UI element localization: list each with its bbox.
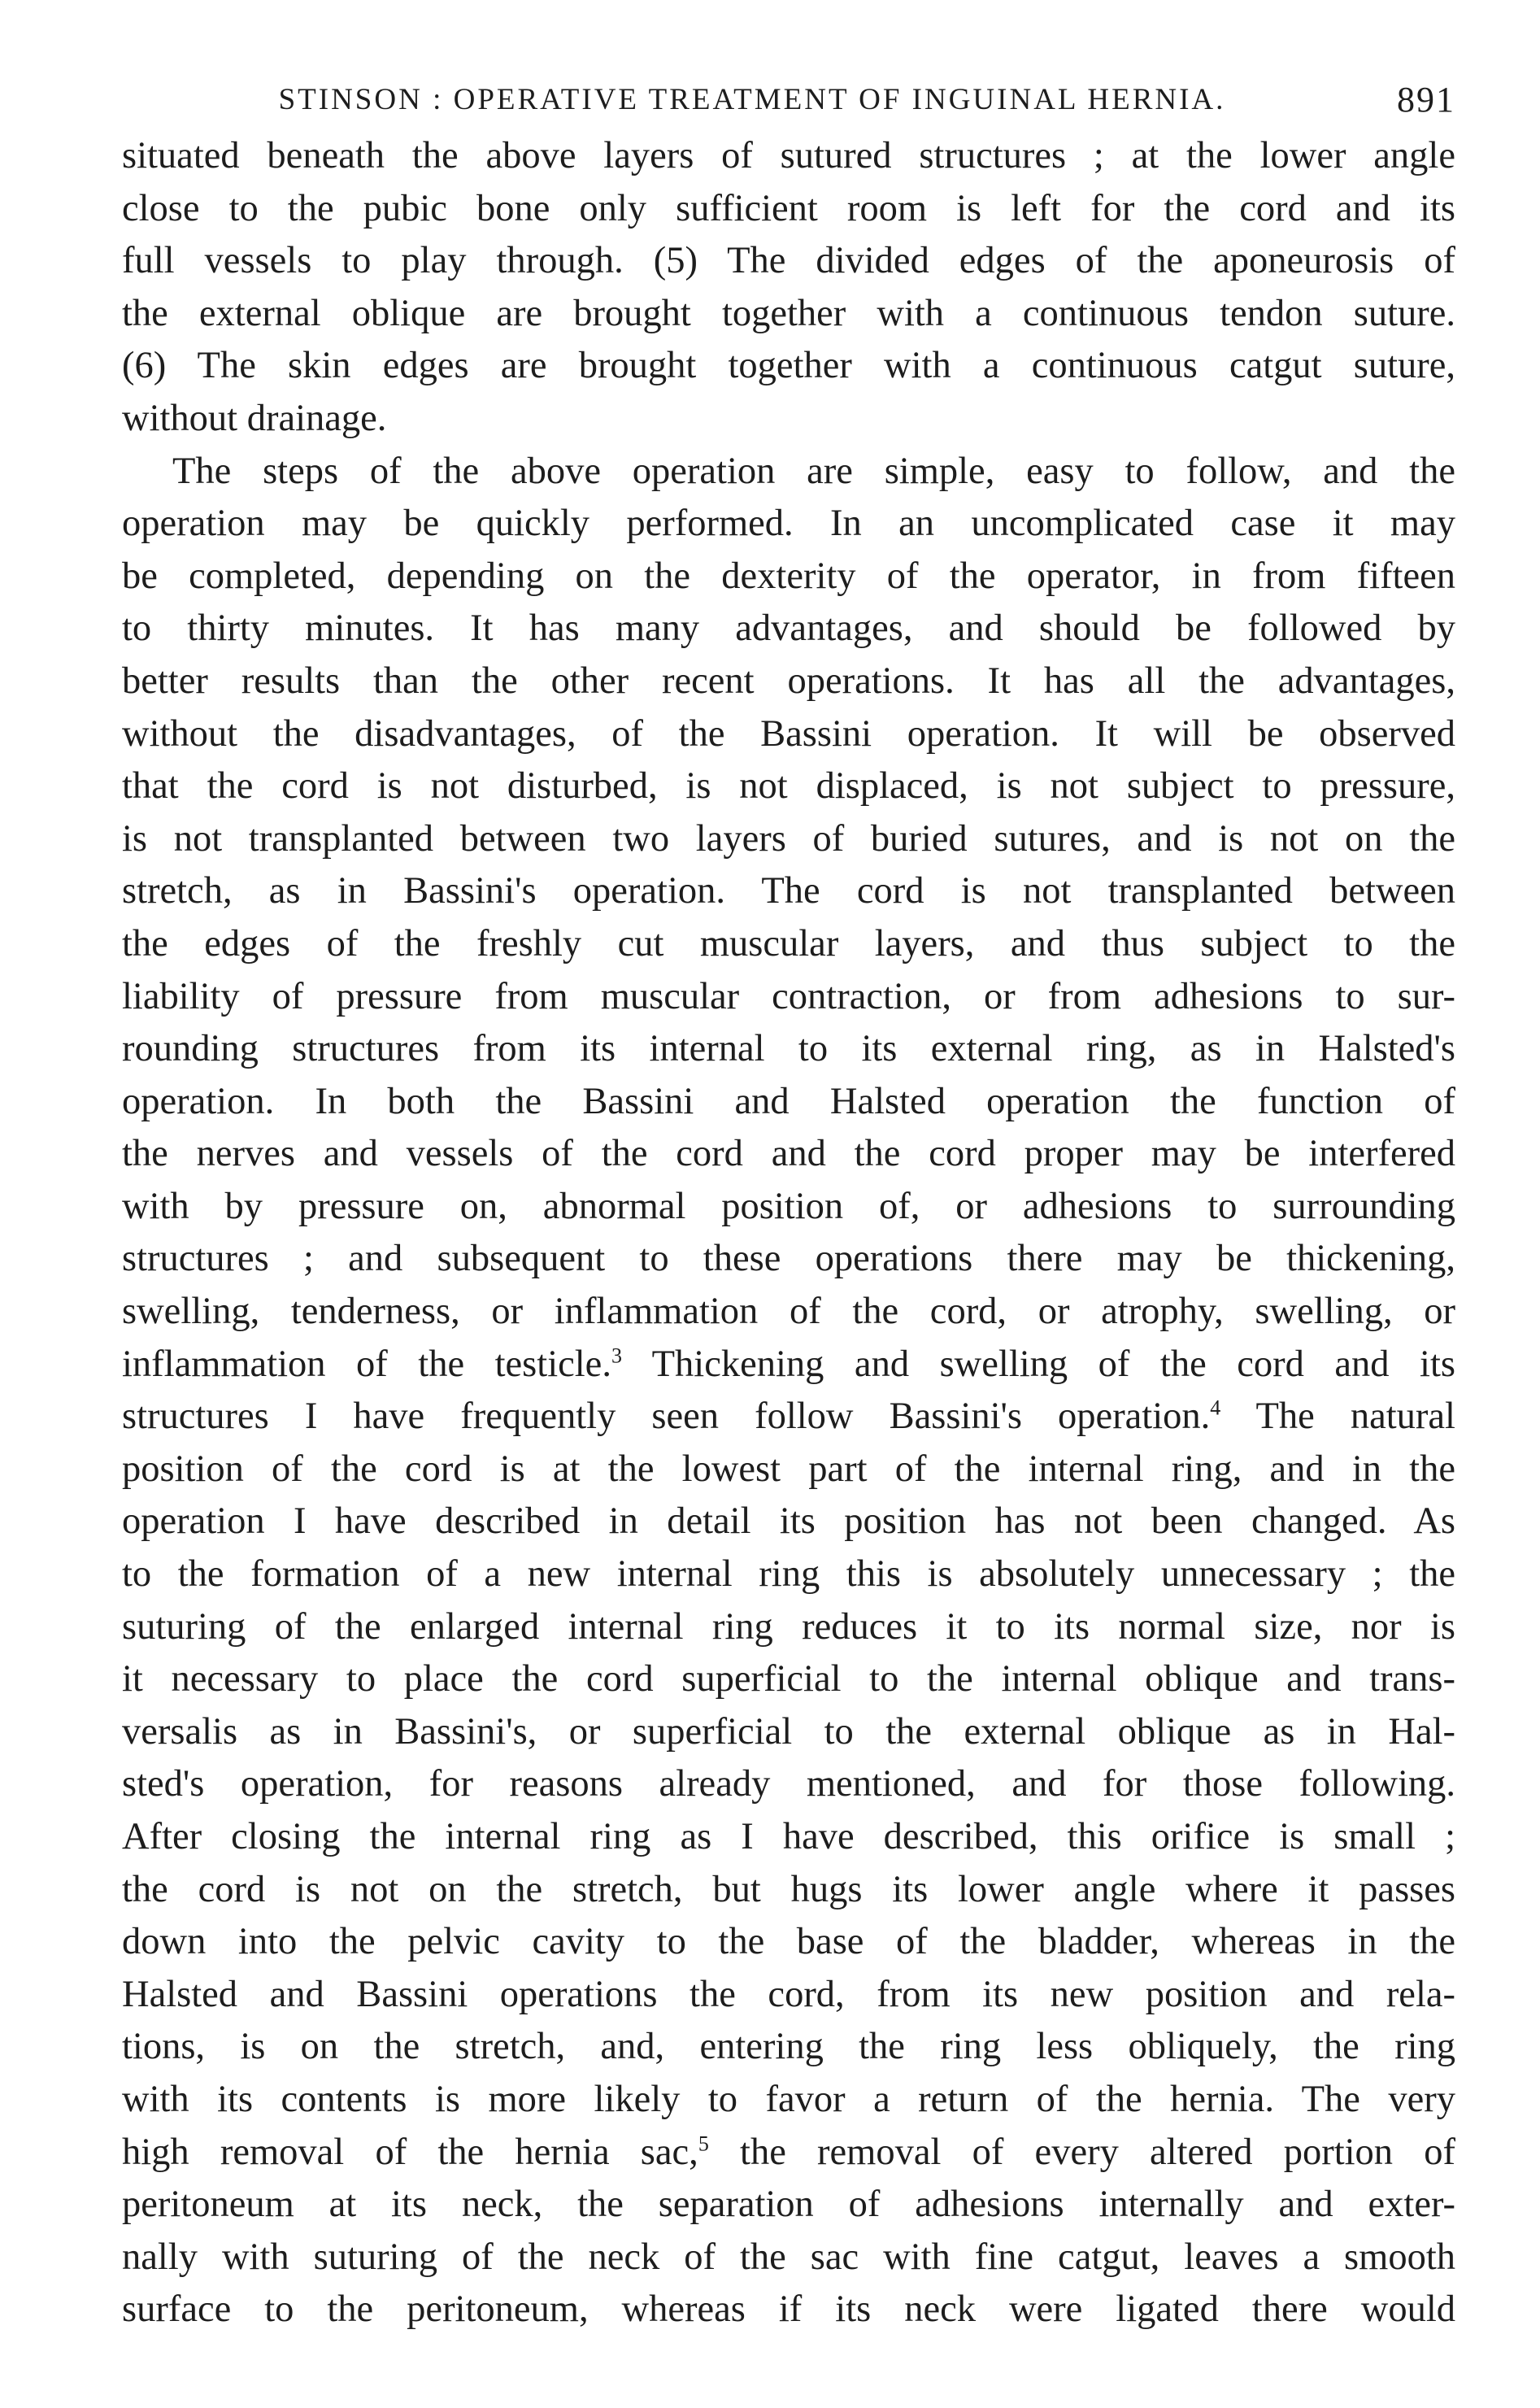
running-head [122, 72, 1455, 128]
text-line: with by pressure on, abnormal position of, or adhesions to surrounding [122, 1185, 1455, 1227]
text-segment: the removal of every altered portion of [740, 2131, 1456, 2173]
text-line-with-footnote [122, 1391, 1455, 1443]
text-line: Halsted and Bassini operations the cord, from its new position and rela- [122, 1973, 1455, 2015]
text-line: suturing of the enlarged internal ring reduces it to its normal size, nor is [122, 1605, 1455, 1648]
footnote-ref-3: 3 [611, 1343, 622, 1368]
text-line-with-footnote [122, 2127, 1455, 2179]
text-line: operation may be quickly performed. In an uncomplicated case it may [122, 503, 1455, 545]
text-line: better results than the other recent operations. It has all the advantages, [122, 660, 1455, 702]
text-line: swelling, tenderness, or inflammation of the cord, or atrophy, swelling, or [122, 1291, 1455, 1333]
text-line: to thirty minutes. It has many advantages, and should be followed by [122, 607, 1455, 650]
paragraph-2 [122, 446, 1455, 2336]
text-line: operation. In both the Bassini and Halsted operation the function of [122, 1080, 1455, 1122]
text-line: structures ; and subsequent to these operations there may be thickening, [122, 1238, 1455, 1280]
text-line: the external oblique are brought together with a continuous tendon suture. [122, 292, 1455, 334]
text-line: operation I have described in detail its position has not been changed. As [122, 1500, 1455, 1543]
text-line: situated beneath the above layers of sutured structures ; at the lower angle [122, 135, 1455, 176]
text-line: down into the pelvic cavity to the base of the bladder, whereas in the [122, 1921, 1455, 1963]
text-line: stretch, as in Bassini's operation. The cord is not transplanted between [122, 870, 1455, 912]
text-line: versalis as in Bassini's, or superficial to the external oblique as in Hal- [122, 1710, 1455, 1753]
text-segment: Thickening and swelling of the cord and its [651, 1343, 1455, 1385]
text-line: rounding structures from its internal to its external ring, as in Halsted's [122, 1028, 1455, 1070]
text-line: the nerves and vessels of the cord and the cord proper may be interfered [122, 1133, 1455, 1175]
text-line: position of the cord is at the lowest part of the internal ring, and in the [122, 1448, 1455, 1490]
text-line: be completed, depending on the dexterity of the operator, in from fifteen [122, 555, 1455, 597]
text-line: tions, is on the stretch, and, entering the ring less obliquely, the ring [122, 2026, 1455, 2068]
paragraph-1 [122, 130, 1455, 446]
running-title: STINSON : OPERATIVE TREATMENT OF INGUINAL HERNIA. [278, 83, 1226, 116]
text-line: (6) The skin edges are brought together with a continuous catgut suture, [122, 345, 1455, 387]
text-segment: structures I have frequently seen follow Bassini's operation. [122, 1396, 1211, 1438]
text-line: the edges of the freshly cut muscular layers, and thus subject to the [122, 922, 1455, 965]
text-segment: The natural [1255, 1396, 1455, 1438]
text-line: without the disadvantages, of the Bassini operation. It will be observed [122, 712, 1455, 755]
text-line: without drainage. [122, 397, 387, 439]
page [122, 72, 1455, 2336]
text-line: is not transplanted between two layers of buried sutures, and is not on the [122, 817, 1455, 860]
text-segment: inflammation of the testicle. [122, 1343, 611, 1385]
page-number: 891 [1397, 80, 1455, 120]
text-segment: high removal of the hernia sac, [122, 2131, 698, 2173]
text-line: it necessary to place the cord superficial to the internal oblique and trans- [122, 1658, 1455, 1700]
text-line: to the formation of a new internal ring this is absolutely unnecessary ; the [122, 1553, 1455, 1596]
text-line: the cord is not on the stretch, but hugs its lower angle where it passes [122, 1868, 1455, 1910]
text-line: liability of pressure from muscular contraction, or from adhesions to sur- [122, 975, 1455, 1017]
text-line: peritoneum at its neck, the separation of adhesions internally and exter- [122, 2184, 1455, 2226]
text-line: close to the pubic bone only sufficient room is left for the cord and its [122, 187, 1455, 229]
text-line: with its contents is more likely to favor a return of the hernia. The very [122, 2078, 1455, 2120]
body-text [122, 130, 1455, 2336]
text-line: nally with suturing of the neck of the sac with fine catgut, leaves a smooth [122, 2236, 1455, 2278]
text-line: full vessels to play through. (5) The divided edges of the aponeurosis of [122, 240, 1455, 282]
text-line: surface to the peritoneum, whereas if its neck were ligated there would [122, 2288, 1455, 2331]
footnote-ref-5: 5 [698, 2131, 709, 2156]
text-line: After closing the internal ring as I have described, this orifice is small ; [122, 1816, 1455, 1857]
text-line: that the cord is not disturbed, is not displaced, is not subject to pressure, [122, 765, 1455, 808]
text-line: sted's operation, for reasons already mentioned, and for those following. [122, 1763, 1455, 1805]
footnote-ref-4: 4 [1210, 1396, 1221, 1420]
text-line-with-footnote [122, 1339, 1455, 1391]
text-line: The steps of the above operation are simple, easy to follow, and the [172, 450, 1455, 492]
